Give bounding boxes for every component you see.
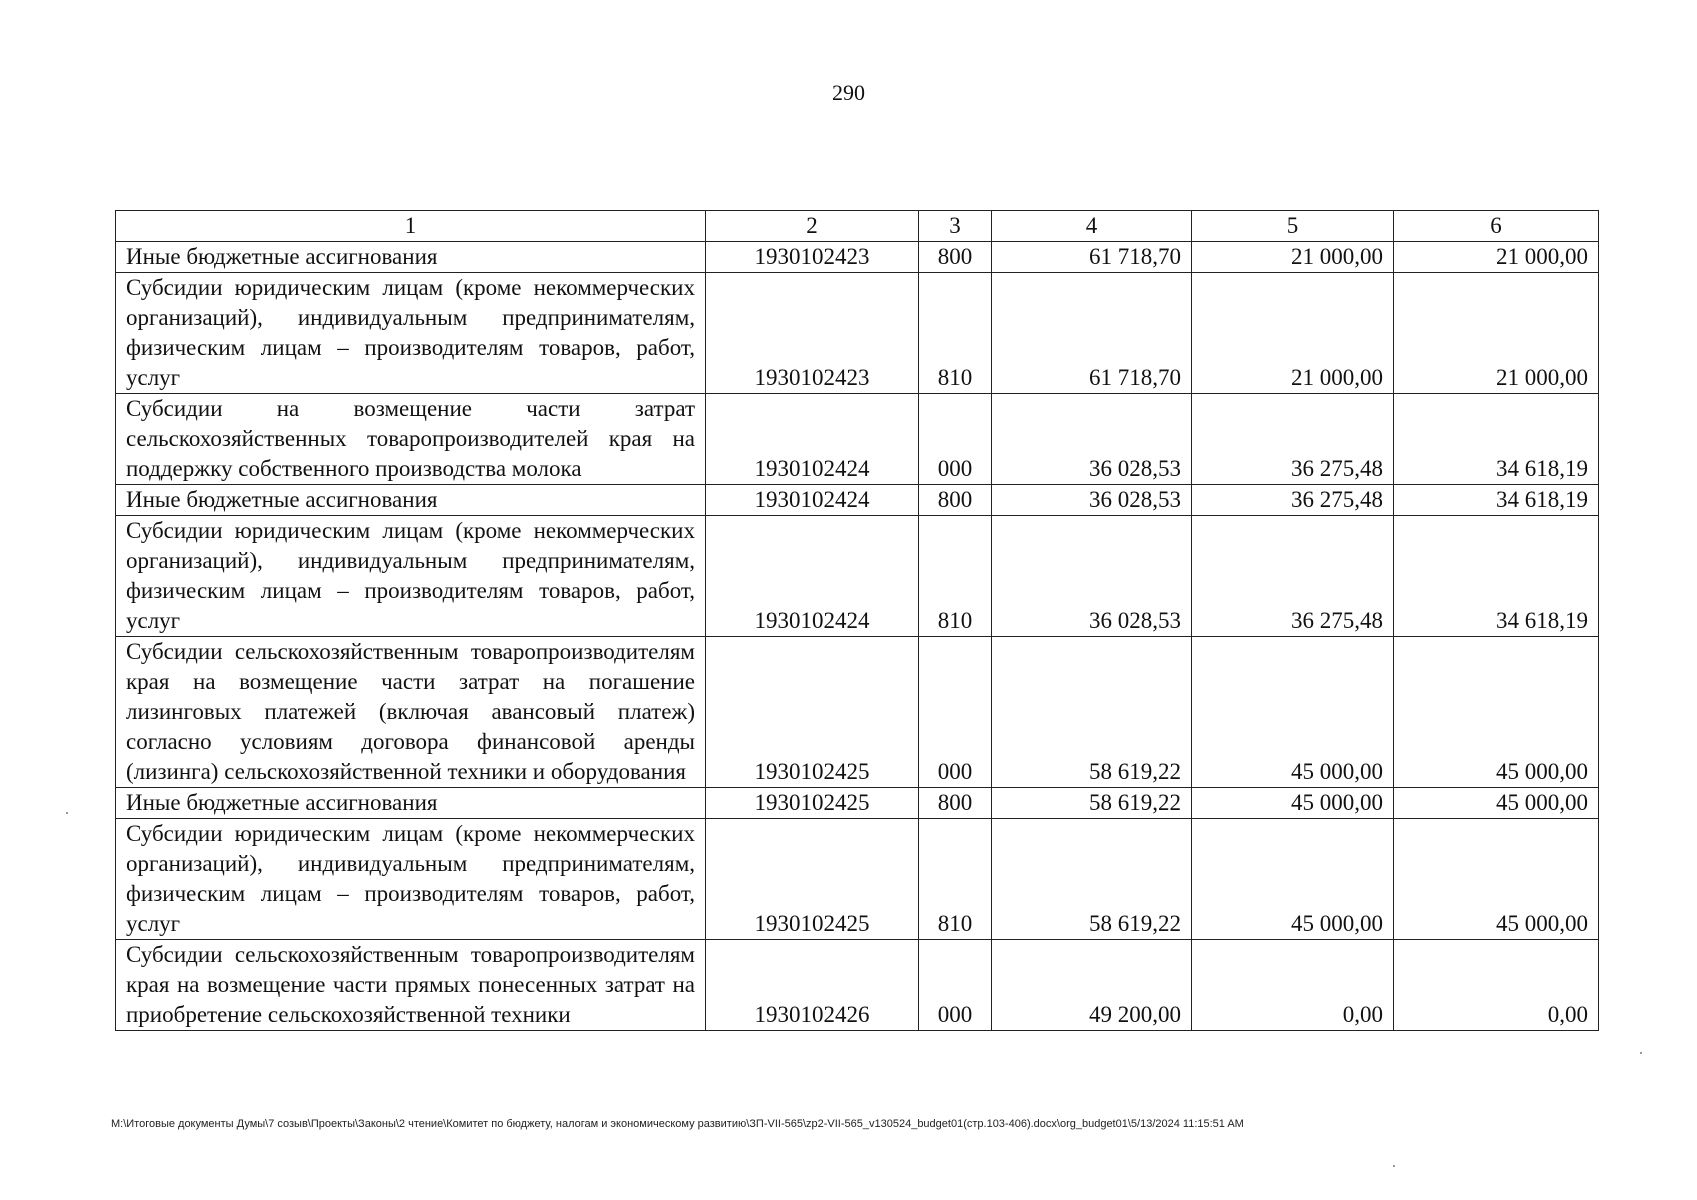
row-description: Иные бюджетные ассигнования [116, 788, 706, 819]
amount-col-4: 58 619,22 [992, 788, 1192, 819]
expense-type-code: 810 [919, 516, 992, 637]
table-row [116, 273, 1599, 394]
target-article-code: 1930102423 [706, 242, 919, 273]
expense-type-code: 800 [919, 788, 992, 819]
target-article-code: 1930102424 [706, 516, 919, 637]
table-row [116, 242, 1599, 273]
amount-col-4: 61 718,70 [992, 242, 1192, 273]
amount-col-4: 36 028,53 [992, 485, 1192, 516]
amount-col-4: 36 028,53 [992, 394, 1192, 485]
amount-col-6: 34 618,19 [1394, 394, 1599, 485]
expense-type-code: 000 [919, 637, 992, 788]
amount-col-4: 58 619,22 [992, 819, 1192, 940]
amount-col-6: 45 000,00 [1394, 819, 1599, 940]
target-article-code: 1930102425 [706, 788, 919, 819]
target-article-code: 1930102426 [706, 940, 919, 1031]
row-description: Субсидии юридическим лицам (кроме некоммерческих организаций), индивидуальным предпринимателям, физическим лицам – производителям товаров, работ, услуг [116, 819, 706, 940]
header-row [116, 211, 1599, 242]
page-number: 290 [832, 80, 865, 105]
target-article-code: 1930102425 [706, 819, 919, 940]
column-header-3: 3 [919, 211, 992, 242]
expense-type-code: 800 [919, 485, 992, 516]
target-article-code: 1930102424 [706, 485, 919, 516]
amount-col-5: 21 000,00 [1192, 273, 1394, 394]
amount-col-5: 21 000,00 [1192, 242, 1394, 273]
amount-col-6: 45 000,00 [1394, 788, 1599, 819]
amount-col-6: 21 000,00 [1394, 273, 1599, 394]
budget-table [115, 210, 1599, 1031]
row-description: Иные бюджетные ассигнования [116, 242, 706, 273]
table-row [116, 788, 1599, 819]
target-article-code: 1930102425 [706, 637, 919, 788]
amount-col-6: 45 000,00 [1394, 637, 1599, 788]
table-row [116, 940, 1599, 1031]
amount-col-5: 45 000,00 [1192, 788, 1394, 819]
amount-col-5: 36 275,48 [1192, 516, 1394, 637]
scan-speck [1640, 1052, 1642, 1054]
table-row [116, 394, 1599, 485]
amount-col-4: 58 619,22 [992, 637, 1192, 788]
amount-col-4: 49 200,00 [992, 940, 1192, 1031]
amount-col-6: 21 000,00 [1394, 242, 1599, 273]
expense-type-code: 000 [919, 940, 992, 1031]
table-row [116, 516, 1599, 637]
row-description: Субсидии юридическим лицам (кроме некоммерческих организаций), индивидуальным предпринимателям, физическим лицам – производителям товаров, работ, услуг [116, 273, 706, 394]
row-description: Субсидии на возмещение части затрат сельскохозяйственных товаропроизводителей края на поддержку собственного производства молока [116, 394, 706, 485]
amount-col-4: 61 718,70 [992, 273, 1192, 394]
expense-type-code: 810 [919, 819, 992, 940]
amount-col-5: 45 000,00 [1192, 819, 1394, 940]
row-description: Субсидии сельскохозяйственным товаропроизводителям края на возмещение части затрат на погашение лизинговых платежей (включая авансовый платеж) согласно условиям договора финансовой аренды (лизинга) сельскохозяйственной техники и оборудования [116, 637, 706, 788]
amount-col-6: 0,00 [1394, 940, 1599, 1031]
scan-speck [66, 812, 68, 814]
expense-type-code: 800 [919, 242, 992, 273]
amount-col-4: 36 028,53 [992, 516, 1192, 637]
row-description: Субсидии юридическим лицам (кроме некоммерческих организаций), индивидуальным предпринимателям, физическим лицам – производителям товаров, работ, услуг [116, 516, 706, 637]
row-description: Субсидии сельскохозяйственным товаропроизводителям края на возмещение части прямых понесенных затрат на приобретение сельскохозяйственной техники [116, 940, 706, 1031]
column-header-4: 4 [992, 211, 1192, 242]
target-article-code: 1930102423 [706, 273, 919, 394]
column-header-1: 1 [116, 211, 706, 242]
amount-col-5: 45 000,00 [1192, 637, 1394, 788]
amount-col-5: 0,00 [1192, 940, 1394, 1031]
amount-col-5: 36 275,48 [1192, 485, 1394, 516]
footer-file-path: M:\Итоговые документы Думы\7 созыв\Проекты\Законы\2 чтение\Комитет по бюджету, налогам и экономическому развитию\ЗП-VII-565\zp2-VII-565_v130524_budget01(стр.103-406).docx\org_budget01\5/13/2024 11:15:51 AM [111, 1118, 1244, 1130]
expense-type-code: 000 [919, 394, 992, 485]
target-article-code: 1930102424 [706, 394, 919, 485]
scan-speck [1393, 1165, 1395, 1167]
amount-col-6: 34 618,19 [1394, 485, 1599, 516]
table-row [116, 637, 1599, 788]
column-header-5: 5 [1192, 211, 1394, 242]
expense-type-code: 810 [919, 273, 992, 394]
row-description: Иные бюджетные ассигнования [116, 485, 706, 516]
column-header-6: 6 [1394, 211, 1599, 242]
amount-col-6: 34 618,19 [1394, 516, 1599, 637]
table-row [116, 485, 1599, 516]
column-header-2: 2 [706, 211, 919, 242]
table-row [116, 819, 1599, 940]
amount-col-5: 36 275,48 [1192, 394, 1394, 485]
